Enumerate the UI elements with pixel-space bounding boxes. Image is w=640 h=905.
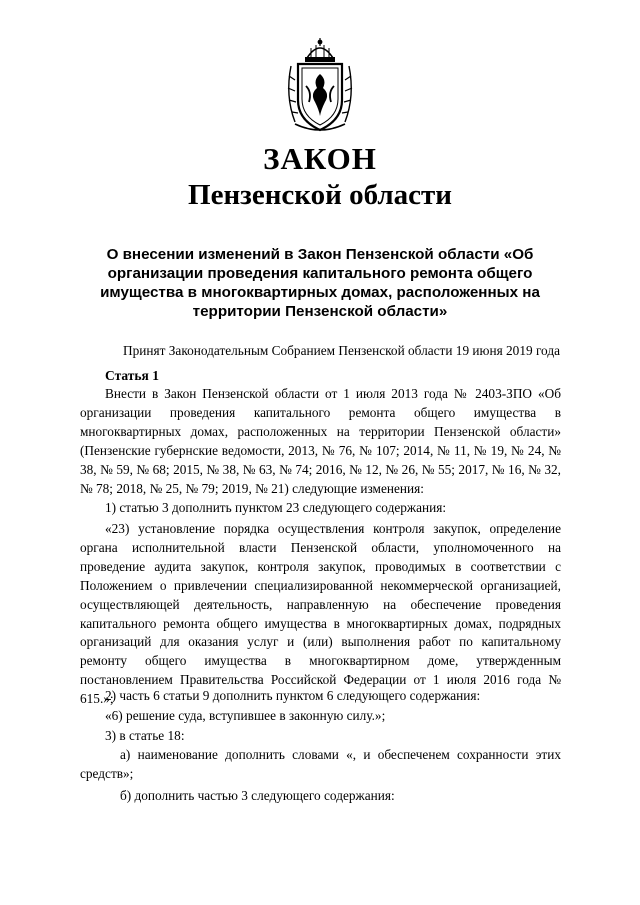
item-3a: а) наименование дополнить словами «, и обеспеченем сохранности этих средств»; bbox=[80, 747, 561, 781]
law-heading: О внесении изменений в Закон Пензенской области «Об организации проведения капитального ремонта общего имущества в многоквартирных домах, расположенных на территории Пензенской области» bbox=[100, 246, 540, 320]
item-3b: б) дополнить частью 3 следующего содержания: bbox=[120, 788, 395, 803]
article-intro-paragraph: Внести в Закон Пензенской области от 1 июля 2013 года № 2403-ЗПО «Об организации проведения капитального ремонта общего имущества в многоквартирных домах, расположенных на территории Пензенской области» (Пензенские губернские ведомости, 2013, № 76, № 107; 2014, № 11, № 19, № 24, № 38, № 59, № 68; 2015, № 38, № 63, № 74; 2016, № 12, № 26, № 55; 2017, № 16, № 32, № 78; 2018, № 25, № 79; 2019, № 21) следующие изменения: bbox=[80, 386, 561, 496]
article-title: Статья 1 bbox=[105, 368, 159, 383]
item-2: 2) часть 6 статьи 9 дополнить пунктом 6 следующего содержания: bbox=[105, 688, 481, 703]
item-1-text: «23) установление порядка осуществления контроля закупок, определение органа исполнительной власти Пензенской области, уполномоченного на проведение аудита закупок, контроля закупок, проводимых в соответствии с Положением о привлечении специализированной некоммерческой организацией, осуществляющей деятельность, направленную на обеспечение проведения капитального ремонта общего имущества в многоквартирных домах, подрядных организаций для оказания услуг и (или) выполнения работ по капитальному ремонту общего имущества в многоквартирном доме, утвержденным постановлением Правительства Российской Федерации от 1 июля 2016 года № 615.»; bbox=[80, 521, 561, 707]
item-2-text: «6) решение суда, вступившее в законную силу.»; bbox=[105, 708, 386, 723]
item-3: 3) в статье 18: bbox=[105, 728, 185, 743]
coat-of-arms-icon bbox=[281, 36, 359, 136]
document-subtitle: Пензенской области bbox=[188, 179, 452, 211]
adoption-note: Принят Законодательным Собранием Пензенской области 19 июня 2019 года bbox=[123, 343, 560, 358]
item-1: 1) статью 3 дополнить пунктом 23 следующего содержания: bbox=[105, 500, 447, 515]
document-title: ЗАКОН bbox=[263, 141, 377, 176]
